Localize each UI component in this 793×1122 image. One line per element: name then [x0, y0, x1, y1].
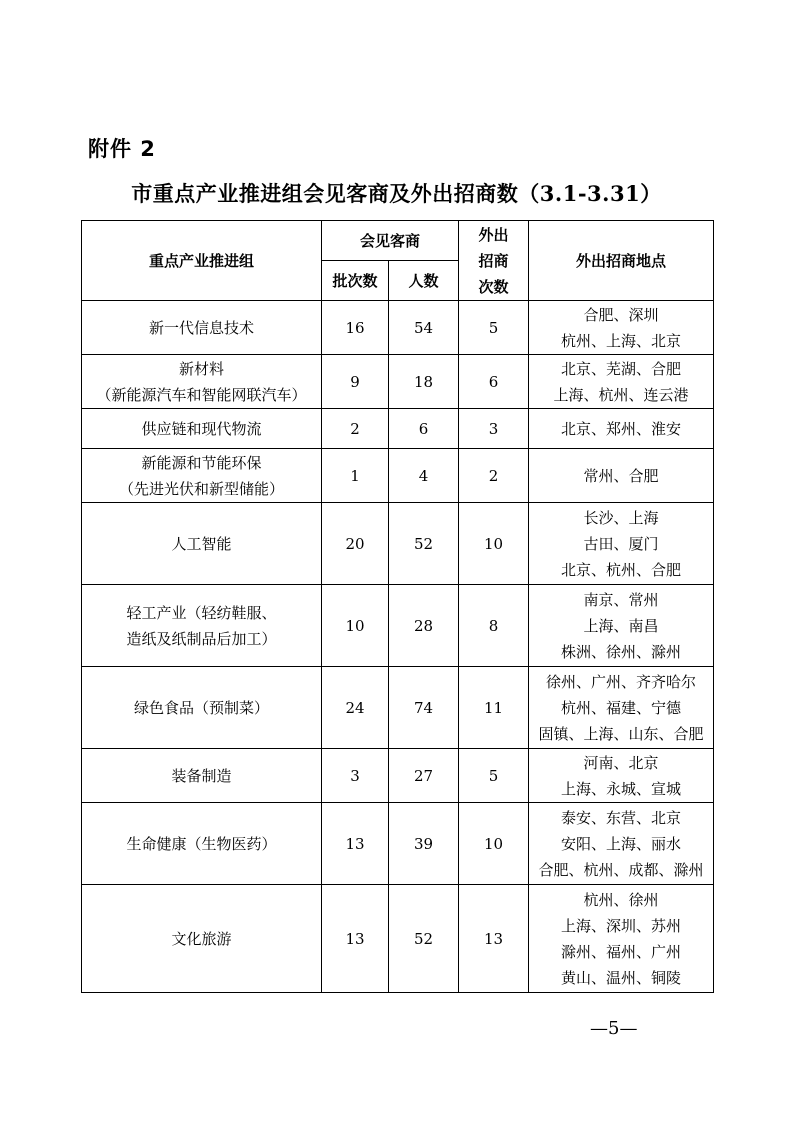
cell-group-name [82, 667, 322, 749]
cell-batches: 13 [322, 885, 389, 993]
group-name-line: 绿色食品（预制菜） [133, 698, 269, 717]
cell-group-name [82, 803, 322, 885]
location-line: 泰安、东营、北京 [561, 808, 682, 827]
cell-locations [529, 449, 714, 503]
location-line: 固镇、上海、山东、合肥 [538, 724, 704, 743]
location-line: 南京、常州 [583, 590, 659, 609]
location-line: 滁州、福州、广州 [561, 942, 682, 961]
cell-group-name [82, 885, 322, 993]
group-name-line: 新能源和节能环保 [141, 453, 262, 472]
cell-trips: 13 [459, 885, 529, 993]
cell-locations [529, 749, 714, 803]
location-line: 长沙、上海 [583, 508, 659, 527]
table-row [82, 449, 714, 503]
cell-batches: 2 [322, 409, 389, 449]
cell-group-name [82, 409, 322, 449]
group-name-line: 轻工产业（轻纺鞋服、 [126, 603, 277, 622]
cell-trips: 8 [459, 585, 529, 667]
location-line: 常州、合肥 [583, 466, 659, 485]
location-line: 杭州、徐州 [583, 890, 659, 909]
cell-people: 4 [389, 449, 459, 503]
cell-batches: 3 [322, 749, 389, 803]
cell-group-name [82, 503, 322, 585]
cell-group-name [82, 355, 322, 409]
cell-locations [529, 409, 714, 449]
cell-batches: 24 [322, 667, 389, 749]
attachment-label: 附件 2 [88, 137, 156, 161]
cell-people: 52 [389, 503, 459, 585]
header-meet: 会见客商 [322, 221, 459, 261]
header-group: 重点产业推进组 [82, 221, 322, 301]
header-trips-line: 外出 [478, 225, 509, 244]
table-row [82, 301, 714, 355]
cell-locations [529, 503, 714, 585]
location-line: 上海、南昌 [583, 616, 659, 635]
document-title: 市重点产业推进组会见客商及外出招商数（3.1-3.31） [131, 181, 662, 206]
cell-batches: 9 [322, 355, 389, 409]
cell-group-name [82, 749, 322, 803]
group-name-line: 新一代信息技术 [148, 318, 254, 337]
header-trips-line: 招商 [478, 251, 509, 270]
location-line: 杭州、上海、北京 [561, 331, 682, 350]
location-line: 河南、北京 [583, 753, 659, 772]
cell-people: 52 [389, 885, 459, 993]
header-trips-line: 次数 [478, 277, 509, 296]
location-line: 北京、杭州、合肥 [561, 560, 682, 579]
cell-locations [529, 885, 714, 993]
location-line: 株洲、徐州、滁州 [561, 642, 682, 661]
cell-locations [529, 355, 714, 409]
cell-people: 54 [389, 301, 459, 355]
cell-trips: 10 [459, 503, 529, 585]
header-batches: 批次数 [322, 261, 389, 301]
header-people: 人数 [389, 261, 459, 301]
investment-table [81, 220, 714, 993]
cell-trips: 6 [459, 355, 529, 409]
header-trips [459, 221, 529, 301]
table-row [82, 667, 714, 749]
location-line: 合肥、深圳 [583, 305, 659, 324]
cell-batches: 13 [322, 803, 389, 885]
cell-batches: 16 [322, 301, 389, 355]
cell-batches: 20 [322, 503, 389, 585]
cell-people: 27 [389, 749, 459, 803]
location-line: 上海、杭州、连云港 [553, 385, 689, 404]
group-name-line: 供应链和现代物流 [141, 419, 262, 438]
location-line: 上海、永城、宣城 [561, 779, 682, 798]
cell-locations [529, 301, 714, 355]
location-line: 黄山、温州、铜陵 [561, 968, 682, 987]
location-line: 古田、厦门 [583, 534, 659, 553]
cell-trips: 2 [459, 449, 529, 503]
cell-group-name [82, 301, 322, 355]
table-row [82, 585, 714, 667]
table-row [82, 803, 714, 885]
location-line: 上海、深圳、苏州 [561, 916, 682, 935]
location-line: 北京、芜湖、合肥 [561, 359, 682, 378]
cell-batches: 10 [322, 585, 389, 667]
cell-locations [529, 667, 714, 749]
cell-trips: 10 [459, 803, 529, 885]
page-number: —5— [590, 1018, 638, 1039]
cell-people: 74 [389, 667, 459, 749]
cell-trips: 5 [459, 749, 529, 803]
location-line: 杭州、福建、宁德 [561, 698, 682, 717]
cell-people: 18 [389, 355, 459, 409]
table-row [82, 409, 714, 449]
cell-people: 6 [389, 409, 459, 449]
location-line: 徐州、广州、齐齐哈尔 [546, 672, 697, 691]
group-name-line: 生命健康（生物医药） [126, 834, 277, 853]
location-line: 北京、郑州、淮安 [561, 419, 682, 438]
group-name-line: 造纸及纸制品后加工） [126, 629, 277, 648]
cell-trips: 5 [459, 301, 529, 355]
group-name-line: （先进光伏和新型储能） [118, 479, 284, 498]
group-name-line: 人工智能 [171, 534, 232, 553]
cell-people: 39 [389, 803, 459, 885]
group-name-line: 新材料 [178, 359, 224, 378]
cell-group-name [82, 449, 322, 503]
cell-locations [529, 585, 714, 667]
group-name-line: （新能源汽车和智能网联汽车） [96, 385, 307, 404]
location-line: 安阳、上海、丽水 [561, 834, 682, 853]
cell-trips: 11 [459, 667, 529, 749]
table-row [82, 885, 714, 993]
header-locations: 外出招商地点 [529, 221, 714, 301]
table-row [82, 749, 714, 803]
location-line: 合肥、杭州、成都、滁州 [538, 860, 704, 879]
cell-group-name [82, 585, 322, 667]
table-row [82, 503, 714, 585]
group-name-line: 文化旅游 [171, 929, 232, 948]
cell-people: 28 [389, 585, 459, 667]
cell-trips: 3 [459, 409, 529, 449]
group-name-line: 装备制造 [171, 766, 232, 785]
cell-batches: 1 [322, 449, 389, 503]
cell-locations [529, 803, 714, 885]
table-row [82, 355, 714, 409]
table-body [82, 301, 714, 993]
